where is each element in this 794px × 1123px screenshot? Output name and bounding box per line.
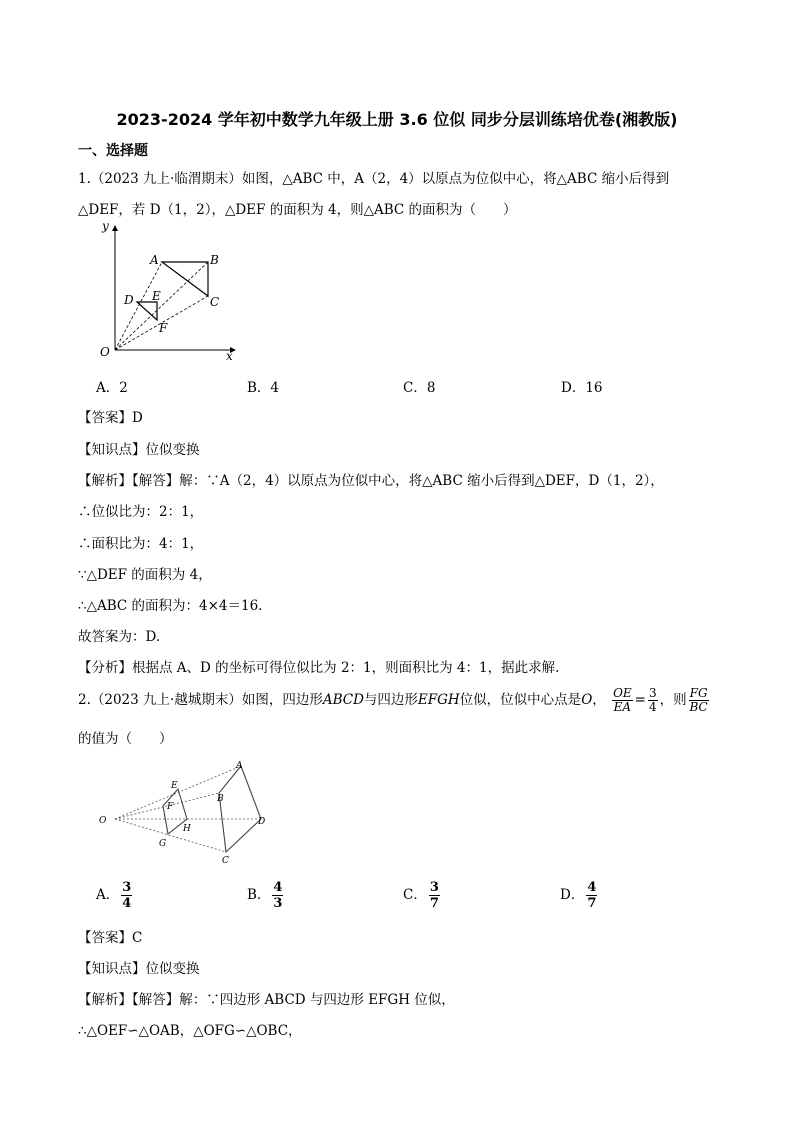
option-fraction [429, 880, 440, 911]
fig-label-x: x [226, 349, 233, 363]
option-letter: C． [403, 887, 427, 903]
q2-stem-text: ， [592, 692, 606, 708]
q2-option-a [96, 880, 132, 911]
q2-option-c [403, 880, 440, 911]
option-fraction [586, 880, 597, 911]
fig-label-a: A [150, 253, 159, 267]
option-den: 7 [587, 896, 597, 911]
fig2-label-b: B [217, 794, 224, 804]
fig2-label-f: F [167, 802, 174, 812]
option-num: 3 [429, 880, 439, 895]
q2-analysis-line: ∴△OEF∽△OAB，△OFG∽△OBC， [78, 1023, 302, 1039]
q1-stem-line2: △DEF，若 D（1，2），△DEF 的面积为 4，则△ABC 的面积为（ ） [78, 202, 517, 218]
q2-equals: = [634, 692, 646, 708]
fig2-label-a: A [236, 761, 243, 771]
fig-label-c: C [210, 295, 220, 309]
fig-label-d: D [124, 293, 134, 307]
q1-fenxi: 【分析】根据点 A、D 的坐标可得位似比为 2：1，则面积比为 4：1，据此求解. [78, 660, 560, 676]
q2-option-d [560, 880, 597, 911]
q2-answer: 【答案】C [78, 930, 143, 946]
q2-value-den: 4 [648, 700, 657, 714]
q1-figure [90, 218, 250, 363]
q2-stem-line1 [78, 684, 711, 716]
q2-ratio-den: EA [613, 700, 632, 714]
q2-knowledge: 【知识点】位似变换 [78, 961, 200, 977]
q2-analysis-line: 【解析】【解答】解：∵四边形 ABCD 与四边形 EFGH 位似， [78, 992, 455, 1008]
fig2-label-d: D [258, 817, 266, 827]
q1-knowledge: 【知识点】位似变换 [78, 442, 200, 458]
option-fraction [272, 880, 283, 911]
fig2-label-c: C [222, 856, 229, 866]
q2-ratio-num: OE [613, 686, 632, 700]
q1-answer: 【答案】D [78, 410, 143, 426]
option-letter: D． [560, 887, 585, 903]
q1-option-c: C．8 [403, 380, 436, 396]
q2-ask-fraction [689, 687, 709, 714]
q2-ask-den: BC [689, 700, 708, 714]
q2-stem-line2: 的值为（ ） [78, 731, 173, 747]
option-num: 3 [122, 880, 132, 895]
fig-label-b: B [210, 253, 219, 267]
q2-ask-num: FG [689, 686, 708, 700]
triangle-def [137, 302, 157, 320]
q2-center-o: O [581, 692, 593, 708]
fig2-label-e: E [171, 781, 178, 791]
option-den: 3 [273, 896, 283, 911]
q2-stem-text: ，则 [659, 692, 687, 708]
option-den: 4 [122, 896, 132, 911]
option-fraction [121, 880, 132, 911]
fig2-label-o: O [99, 816, 107, 826]
page-title: 2023-2024 学年初中数学九年级上册 3.6 位似 同步分层训练培优卷(湘教版) [116, 110, 678, 129]
fig-label-y: y [102, 219, 109, 233]
q1-option-a: A．2 [96, 380, 128, 396]
q2-stem-text: 与四边形 [363, 692, 418, 708]
q2-stem-text: 位似，位似中心点是 [459, 692, 582, 708]
triangle-abc [162, 262, 208, 296]
option-num: 4 [587, 880, 597, 895]
q2-quad-efgh: EFGH [417, 692, 460, 708]
q1-analysis-line: ∵△DEF 的面积为 4， [78, 567, 212, 583]
option-letter: B． [247, 887, 271, 903]
quad-abcd [219, 766, 261, 852]
q1-analysis-line: ∴面积比为：4：1， [78, 536, 204, 552]
fig-label-o: O [100, 345, 110, 359]
q2-figure [95, 756, 275, 868]
q2-value-num: 3 [648, 686, 657, 700]
q1-analysis-line: 【解析】【解答】解：∵A（2，4）以原点为位似中心，将△ABC 缩小后得到△DEF，D（1，2）， [78, 473, 664, 489]
fig-label-f: F [159, 321, 168, 335]
q1-option-d: D．16 [561, 380, 603, 396]
option-num: 4 [273, 880, 283, 895]
q2-value-fraction [648, 687, 658, 714]
q1-analysis-line: ∴△ABC 的面积为：4×4＝16. [78, 598, 263, 614]
option-den: 7 [429, 896, 439, 911]
q2-quad-abcd: ABCD [322, 692, 364, 708]
q1-stem-line1: 1.（2023 九上·临渭期末）如图，△ABC 中，A（2，4）以原点为位似中心，将△ABC 缩小后得到 [78, 171, 670, 187]
fig-label-e: E [152, 289, 161, 303]
q1-analysis-line: ∴位似比为：2：1， [78, 504, 204, 520]
section-heading: 一、选择题 [78, 143, 148, 159]
q2-stem-text: 2.（2023 九上·越城期末）如图，四边形 [78, 692, 323, 708]
q1-option-b: B．4 [247, 380, 280, 396]
option-letter: A． [96, 887, 120, 903]
q2-option-b [247, 880, 283, 911]
fig2-label-g: G [159, 839, 167, 849]
fig2-label-h: H [183, 824, 191, 834]
q2-ratio-fraction [612, 687, 633, 714]
q1-analysis-line: 故答案为：D. [78, 629, 161, 645]
